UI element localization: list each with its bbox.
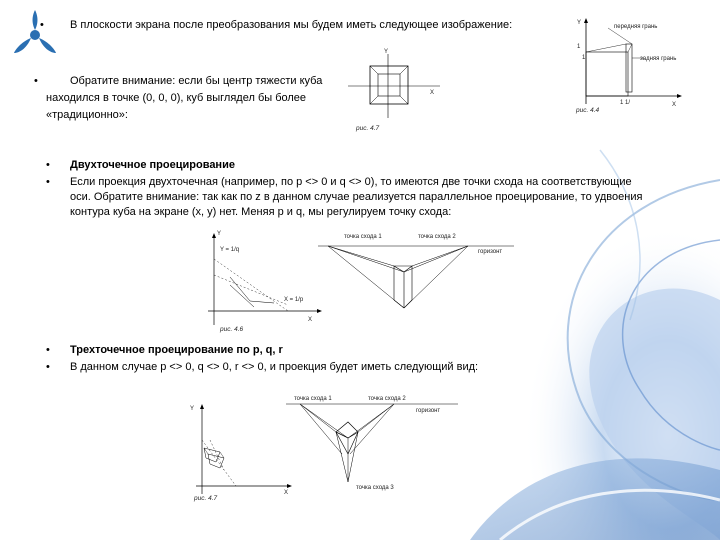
fig2-horizon: горизонт xyxy=(478,249,503,255)
bullet-marker: • xyxy=(46,176,50,188)
fig47-y: Y xyxy=(384,49,389,55)
bullet-marker: • xyxy=(46,361,50,373)
figure-4-4 xyxy=(568,14,688,116)
bullet-marker: • xyxy=(40,19,44,31)
fig3-vp3: точка схода 3 xyxy=(356,485,394,491)
fig2-left-x: X xyxy=(308,317,313,323)
fig44-label1: передняя грань xyxy=(614,24,658,30)
fig44-label2: задняя грань xyxy=(640,56,677,62)
section3-text: В данном случае p <> 0, q <> 0, r <> 0, и проекция будет иметь следующий вид: xyxy=(70,361,479,373)
fig3-left-caption: рис. 4.7 xyxy=(194,495,218,502)
fig44-x: X xyxy=(672,102,677,108)
figure-two-point-perspective xyxy=(318,228,518,323)
fig2-left-fy: Y = 1/q xyxy=(220,247,240,253)
section1-note-line3: «традиционно»: xyxy=(46,109,128,121)
fig44-tick3: 1 1/ xyxy=(620,100,631,106)
fig44-y: Y xyxy=(577,20,582,26)
bullet-marker: • xyxy=(46,344,50,356)
logo-icon xyxy=(8,8,62,62)
figure-two-point-axes xyxy=(190,225,330,335)
fig3-horizon: горизонт xyxy=(416,408,441,414)
figure-4-7 xyxy=(340,46,450,136)
fig47-caption: рис. 4.7 xyxy=(356,125,380,132)
section2-heading: Двухточечное проецирование xyxy=(70,159,235,171)
fig2-left-y: Y xyxy=(217,231,222,237)
section1-note-line2: находился в точке (0, 0, 0), куб выглядел бы более xyxy=(46,92,307,104)
fig3-left-y: Y xyxy=(190,406,195,412)
fig2-vp1: точка схода 1 xyxy=(344,234,382,240)
figure-three-point-axes xyxy=(180,400,300,505)
fig44-tick1: 1 xyxy=(577,44,581,50)
fig2-left-fx: X = 1/p xyxy=(284,297,304,303)
fig3-left-x: X xyxy=(284,490,289,496)
section2-line3: контура куба на экране (x, y) нет. Меняя p и q, мы регулируем точку схода: xyxy=(70,206,452,218)
fig44-tick2: 1 xyxy=(582,55,586,61)
section2-line2: оси. Обратите внимание: так как по z в данном случае реализуется параллельное проецирование, то удвоения xyxy=(70,191,643,203)
figure-three-point-perspective xyxy=(286,392,466,492)
bullet-marker: • xyxy=(46,159,50,171)
fig3-vp1: точка схода 1 xyxy=(294,396,332,402)
fig47-x: X xyxy=(430,90,435,96)
fig44-caption: рис. 4.4 xyxy=(576,107,600,114)
bullet-marker: • xyxy=(34,75,38,87)
section3-heading: Трехточечное проецирование по p, q, r xyxy=(70,344,283,356)
section2-line1: Если проекция двухточечная (например, по p <> 0 и q <> 0), то имеются две точки схода на соответствующие xyxy=(70,176,632,188)
fig3-vp2: точка схода 2 xyxy=(368,396,406,402)
section1-text: В плоскости экрана после преобразования мы будем иметь следующее изображение: xyxy=(70,19,513,31)
fig2-vp2: точка схода 2 xyxy=(418,234,456,240)
fig2-left-caption: рис. 4.6 xyxy=(220,326,244,333)
section1-note-line1: Обратите внимание: если бы центр тяжести куба xyxy=(70,75,323,87)
